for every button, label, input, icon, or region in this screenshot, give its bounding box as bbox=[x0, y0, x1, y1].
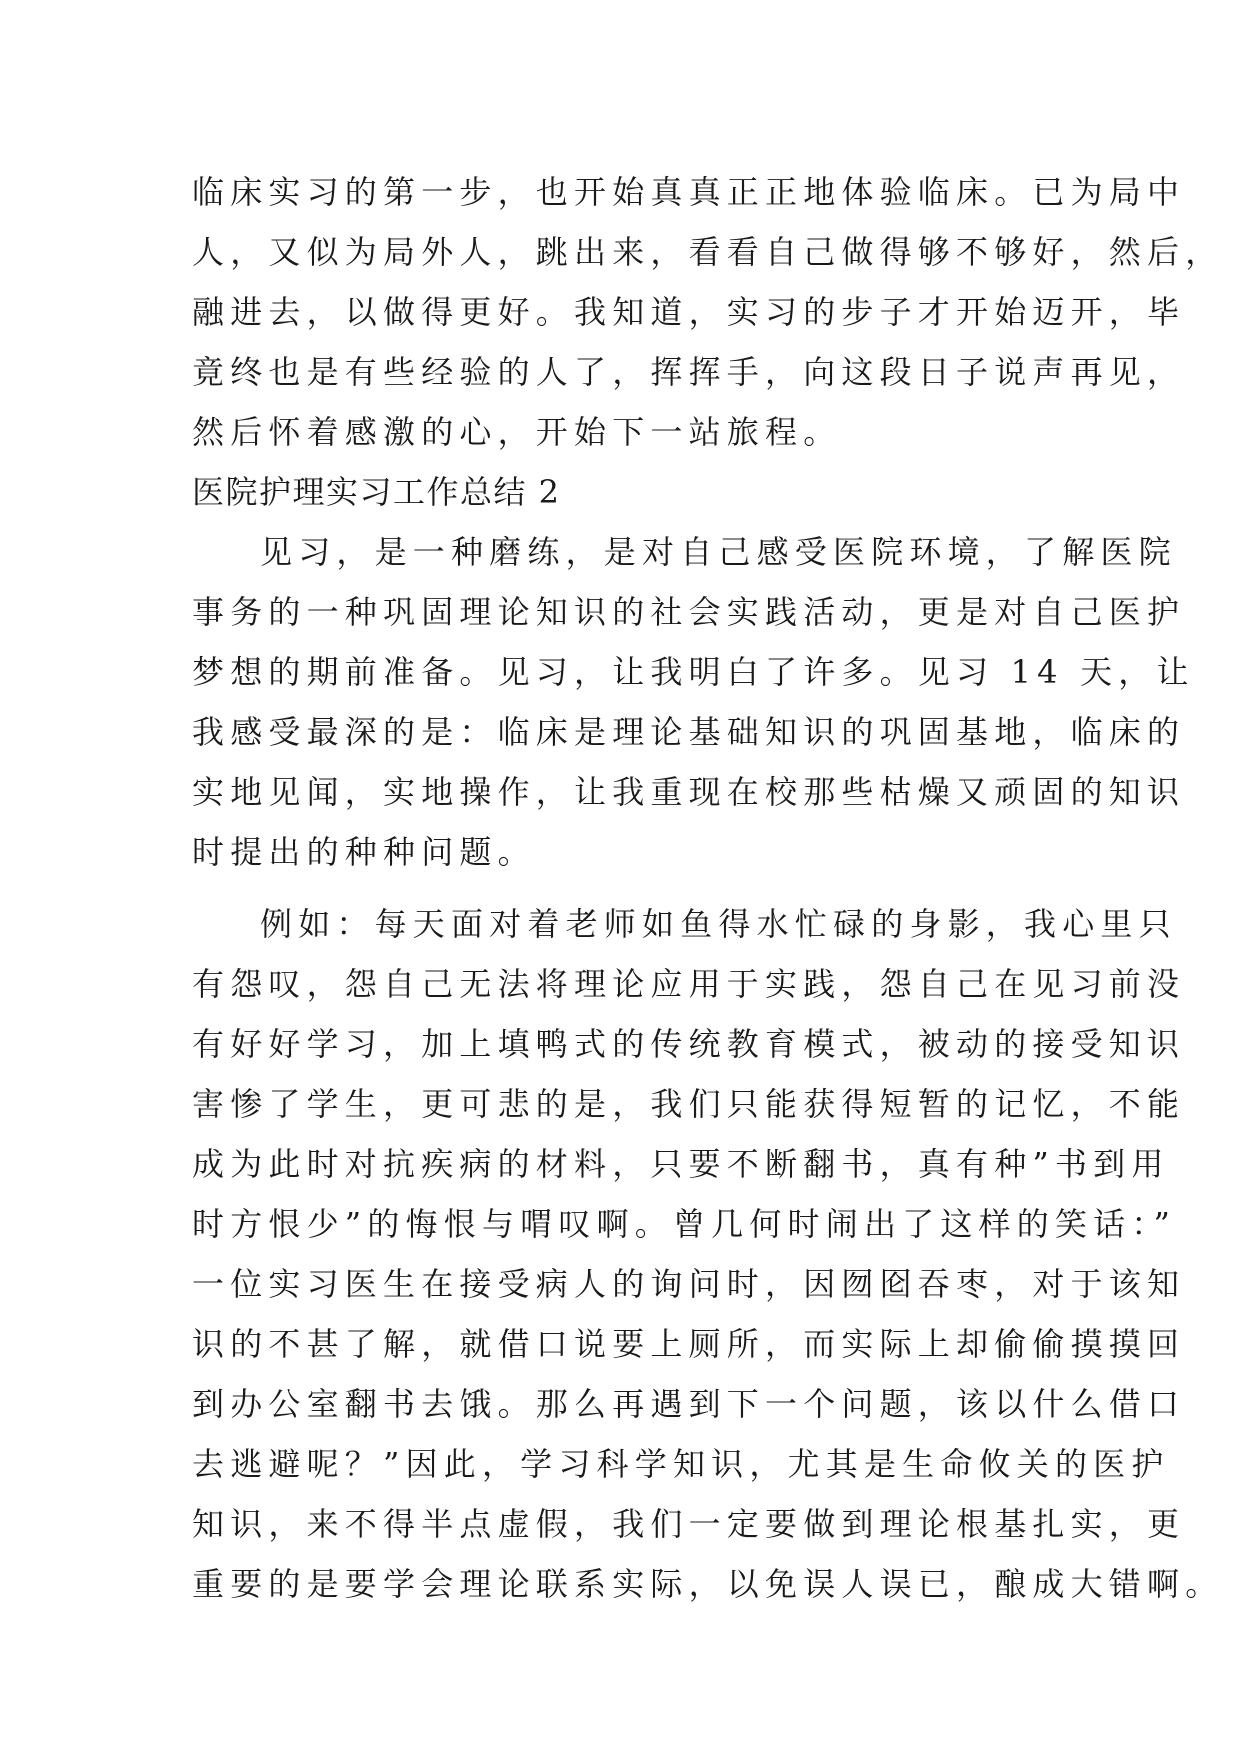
paragraph-line: 一位实习医生在接受病人的询问时，因囫囵吞枣，对于该知 bbox=[192, 1265, 1186, 1303]
paragraph-line: 见习，是一种磨练，是对自己感受医院环境，了解医院 bbox=[260, 533, 1177, 571]
paragraph-line: 有怨叹，怨自己无法将理论应用于实践，怨自己在见习前没 bbox=[192, 965, 1186, 1003]
paragraph-line: 有好好学习，加上填鸭式的传统教育模式，被动的接受知识 bbox=[192, 1025, 1186, 1063]
paragraph-line: 知识，来不得半点虚假，我们一定要做到理论根基扎实，更 bbox=[192, 1505, 1186, 1543]
paragraph-line: 我感受最深的是：临床是理论基础知识的巩固基地，临床的 bbox=[192, 713, 1186, 751]
paragraph-line: 例如：每天面对着老师如鱼得水忙碌的身影，我心里只 bbox=[260, 905, 1177, 943]
document-page bbox=[192, 162, 1224, 1614]
paragraph-3 bbox=[192, 894, 1224, 1614]
paragraph-line: 去逃避呢？”因此，学习科学知识，尤其是生命攸关的医护 bbox=[192, 1445, 1170, 1483]
paragraph-line: 成为此时对抗疾病的材料，只要不断翻书，真有种”书到用 bbox=[192, 1145, 1170, 1183]
paragraph-line: 识的不甚了解，就借口说要上厕所，而实际上却偷偷摸摸回 bbox=[192, 1325, 1186, 1363]
paragraph-line: 到办公室翻书去饿。那么再遇到下一个问题，该以什么借口 bbox=[192, 1385, 1186, 1423]
paragraph-line: 时方恨少”的悔恨与喟叹啊。曾几何时闹出了这样的笑话：” bbox=[192, 1205, 1177, 1243]
paragraph-line: 融进去，以做得更好。我知道，实习的步子才开始迈开，毕 bbox=[192, 293, 1186, 331]
paragraph-line: 梦想的期前准备。见习，让我明白了许多。见习 14 天，让 bbox=[192, 653, 1195, 691]
section-heading: 医院护理实习工作总结 2 bbox=[192, 473, 561, 511]
paragraph-line: 人，又似为局外人，跳出来，看看自己做得够不够好，然后， bbox=[192, 233, 1224, 271]
paragraph-line: 事务的一种巩固理论知识的社会实践活动，更是对自己医护 bbox=[192, 593, 1186, 631]
paragraph-line: 竟终也是有些经验的人了，挥挥手，向这段日子说声再见， bbox=[192, 353, 1186, 391]
paragraph-1 bbox=[192, 162, 1224, 462]
paragraph-line: 实地见闻，实地操作，让我重现在校那些枯燥又顽固的知识 bbox=[192, 773, 1186, 811]
paragraph-line: 重要的是要学会理论联系实际，以免误人误已，酿成大错啊。 bbox=[192, 1565, 1224, 1603]
paragraph-line: 然后怀着感激的心，开始下一站旅程。 bbox=[192, 413, 842, 451]
paragraph-line: 时提出的种种问题。 bbox=[192, 833, 536, 871]
paragraph-line: 临床实习的第一步，也开始真真正正地体验临床。已为局中 bbox=[192, 173, 1186, 211]
paragraph-2 bbox=[192, 522, 1195, 882]
paragraph-line: 害惨了学生，更可悲的是，我们只能获得短暂的记忆，不能 bbox=[192, 1085, 1186, 1123]
